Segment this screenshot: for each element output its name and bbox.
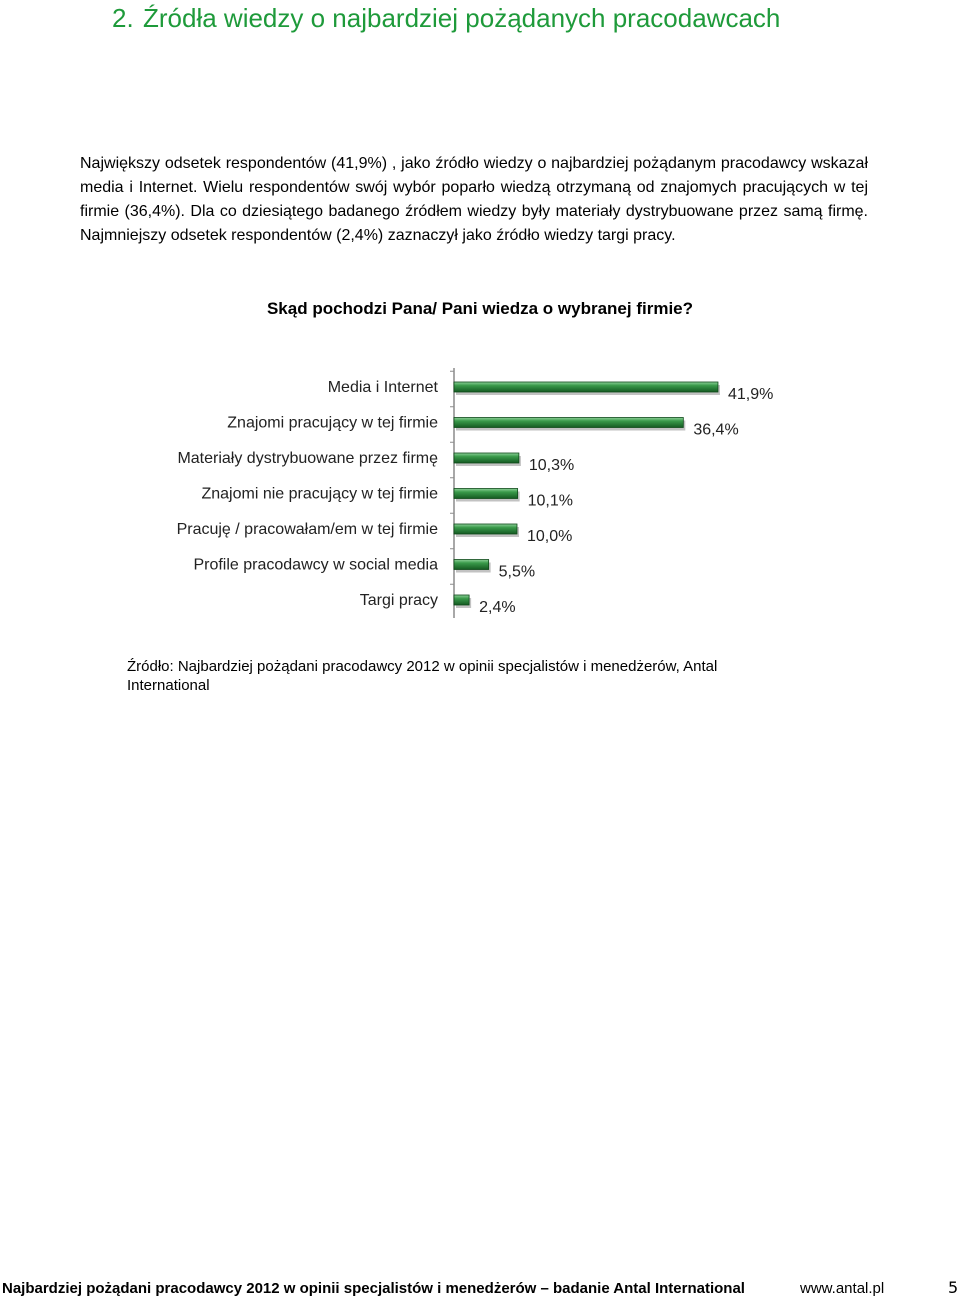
bar xyxy=(454,560,489,570)
source-note: Źródło: Najbardziej pożądani pracodawcy 2012 w opinii specjalistów i menedżerów, Antal International xyxy=(127,658,718,694)
category-label: Pracuję / pracowałam/em w tej firmie xyxy=(176,521,438,538)
section-heading xyxy=(112,0,832,37)
bar-chart xyxy=(0,360,960,630)
value-label: 10,1% xyxy=(527,492,574,510)
bar xyxy=(454,595,469,605)
category-label: Materiały dystrybuowane przez firmę xyxy=(177,450,438,467)
category-label: Targi pracy xyxy=(359,592,438,609)
bar xyxy=(454,418,683,428)
value-label: 36,4% xyxy=(693,421,739,439)
intro-paragraph: Największy odsetek respondentów (41,9%) , jako źródło wiedzy o najbardziej pożądanym pracodawcy wskazał media i Internet. Wielu respondentów swój wybór poparło wiedzą otrzymaną od znajomych pracujących w tej firmie (36,4%). Dla co dziesiątego badanego źródłem wiedzy były materiały dystrybuowane przez samą firmę. Najmniejszy odsetek respondentów (2,4%) zaznaczył jako źródło wiedzy targi pracy. xyxy=(80,155,868,244)
value-label: 2,4% xyxy=(479,599,516,616)
category-label: Znajomi nie pracujący w tej firmie xyxy=(201,485,438,503)
page-footer xyxy=(0,1278,960,1300)
value-label: 10,3% xyxy=(528,457,575,474)
bar xyxy=(454,524,517,534)
section-title: Źródła wiedzy o najbardziej pożądanych pracodawcach xyxy=(143,3,781,33)
category-label: Profile pracodawcy w social media xyxy=(193,556,438,574)
value-label: 5,5% xyxy=(498,563,536,581)
chart-question: Skąd pochodzi Pana/ Pani wiedza o wybranej firmie? xyxy=(266,299,694,318)
bar xyxy=(454,382,718,392)
section-number: 2. xyxy=(112,3,134,33)
footer-site-link[interactable]: www.antal.pl xyxy=(800,1280,885,1297)
value-label: 10,0% xyxy=(527,528,573,545)
category-label: Media i Internet xyxy=(327,379,438,396)
value-label: 41,9% xyxy=(727,386,774,403)
bar xyxy=(454,453,519,463)
page-number: 5 xyxy=(948,1278,959,1297)
category-label: Znajomi pracujący w tej firmie xyxy=(227,414,438,432)
bar xyxy=(454,489,518,499)
footer-title: Najbardziej pożądani pracodawcy 2012 w opinii specjalistów i menedżerów – badanie Antal International xyxy=(2,1280,745,1297)
